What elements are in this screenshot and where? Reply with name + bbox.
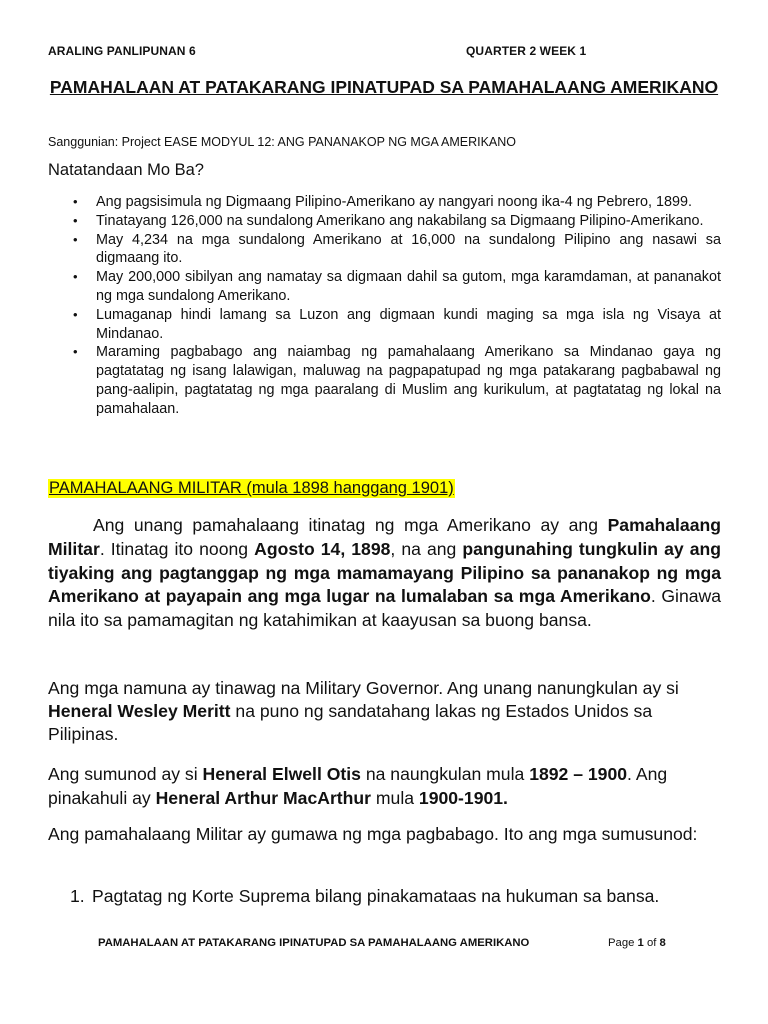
footer-page-number bbox=[608, 937, 666, 949]
list-item: • Tinatayang 126,000 na sundalong Amerikano ang nakabilang sa Digmaang Pilipino-Amerikano. bbox=[96, 212, 721, 231]
header-subject: ARALING PANLIPUNAN 6 bbox=[48, 44, 196, 58]
bold-text: pangunahing tungkulin ay ang tiyaking ang pagtanggap ng mga mamamayang Pilipino sa pananakop ng mga Amerikano at payapain ang mga lugar na lumalaban sa mga Amerikano bbox=[48, 538, 721, 607]
facts-list bbox=[48, 193, 721, 419]
paragraph-military-government bbox=[48, 514, 721, 633]
list-number: 1. bbox=[70, 886, 85, 906]
text-run: Ang mga namuna ay tinawag na Military Governor. Ang unang nanungkulan ay si bbox=[48, 678, 679, 698]
paragraph-successors bbox=[48, 762, 721, 810]
text-run: . Ang pinakahuli ay bbox=[48, 764, 668, 808]
bold-name: Heneral Arthur MacArthur bbox=[155, 788, 371, 808]
bold-date: 1900-1901. bbox=[418, 788, 508, 808]
text-run: na puno ng sandatahang lakas ng Estados Unidos sa Pilipinas. bbox=[48, 701, 653, 744]
list-item: • Lumaganap hindi lamang sa Luzon ang digmaan kundi maging sa mga isla ng Visaya at Mindanao. bbox=[96, 306, 721, 344]
list-item: • May 200,000 sibilyan ang namatay sa digmaan dahil sa gutom, mga karamdaman, at pananakot ng mga sundalong Amerikano. bbox=[96, 268, 721, 306]
text-run: na naungkulan mula bbox=[360, 764, 530, 784]
text-run: , na ang bbox=[390, 538, 463, 559]
page-label: Page bbox=[608, 937, 638, 949]
footer-title: PAMAHALAAN AT PATAKARANG IPINATUPAD SA PAMAHALAANG AMERIKANO bbox=[98, 937, 530, 949]
list-item: • May 4,234 na mga sundalong Amerikano at 16,000 na sundalong Pilipino ang nasawi sa digmaang ito. bbox=[96, 231, 721, 269]
source-reference: Sanggunian: Project EASE MODYUL 12: ANG PANANAKOP NG MGA AMERIKANO bbox=[48, 135, 517, 149]
bold-name: Heneral Elwell Otis bbox=[202, 764, 361, 784]
text-run: . Itinatag ito noong bbox=[99, 538, 255, 559]
list-item bbox=[70, 885, 721, 908]
page-of: of bbox=[643, 937, 660, 949]
page-title bbox=[48, 76, 720, 99]
page-current: 1 bbox=[637, 937, 644, 949]
text-run: Ang sumunod ay si bbox=[48, 764, 203, 784]
bold-date: Agosto 14, 1898 bbox=[254, 538, 391, 559]
bold-date: 1892 – 1900 bbox=[529, 764, 628, 784]
page-title-text: PAMAHALAAN AT PATAKARANG IPINATUPAD SA PAMAHALAANG AMERIKANO bbox=[49, 77, 719, 97]
bold-name: Heneral Wesley Meritt bbox=[48, 701, 231, 721]
list-item: • Ang pagsisimula ng Digmaang Pilipino-Amerikano ay nangyari noong ika-4 ng Pebrero, 1899. bbox=[96, 193, 721, 212]
paragraph-military-governor bbox=[48, 677, 721, 746]
paragraph-changes-intro: Ang pamahalaang Militar ay gumawa ng mga pagbabago. Ito ang mga sumusunod: bbox=[48, 824, 698, 844]
text-run: Ang unang pamahalaang itinatag ng mga Amerikano ay ang bbox=[93, 515, 608, 535]
list-item: • Maraming pagbabago ang naiambag ng pamahalaang Amerikano sa Mindanao gaya ng pagtatatag ng isang lalawigan, maluwag na pagpapatupad ng mga patakarang pagbabawal ng pang-aalipin, pagtatatag ng mga paaralang di Muslim ang kurikulum, at pagtatatag ng lokal na pamahalaan. bbox=[96, 343, 721, 418]
text-run: mula bbox=[371, 788, 419, 808]
header-quarter-week: QUARTER 2 WEEK 1 bbox=[466, 44, 587, 58]
text-run: . Ginawa nila ito sa pamamagitan ng katahimikan at kaayusan sa buong bansa. bbox=[48, 586, 721, 631]
page-total: 8 bbox=[659, 937, 666, 949]
list-item-text: Pagtatag ng Korte Suprema bilang pinakamataas na hukuman sa bansa. bbox=[92, 886, 660, 906]
bold-text: Pamahalaang Militar bbox=[48, 515, 721, 559]
changes-list bbox=[48, 885, 721, 908]
recall-heading: Natatandaan Mo Ba? bbox=[48, 161, 204, 179]
section-heading-military-government: PAMAHALAANG MILITAR (mula 1898 hanggang 1901) bbox=[49, 479, 454, 497]
